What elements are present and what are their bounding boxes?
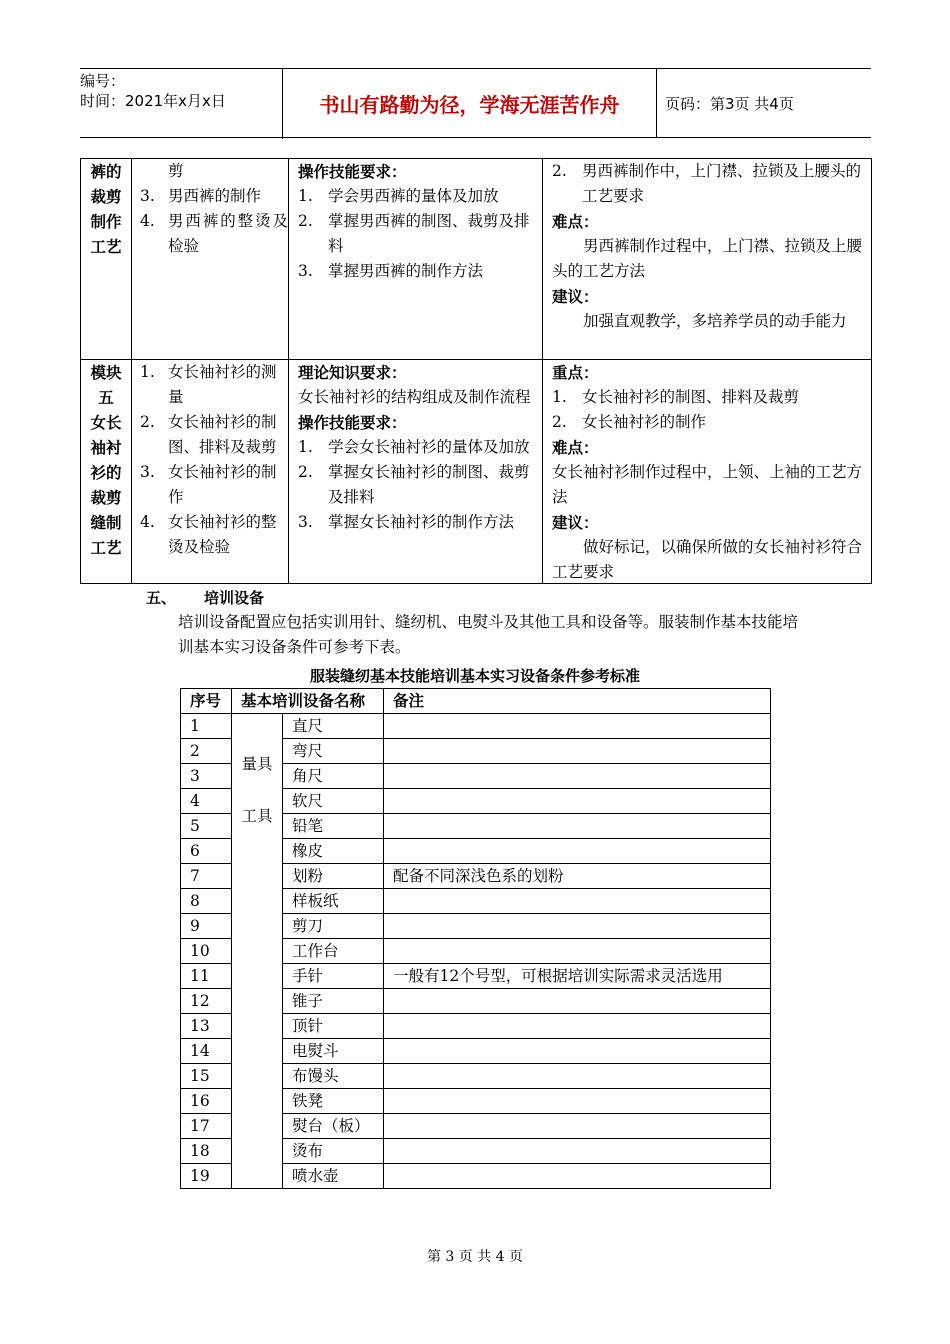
equipment-name: 橡皮: [283, 839, 384, 864]
advice-label: 建议：: [552, 513, 599, 532]
module-name: [81, 360, 131, 560]
equipment-note: 配备不同深浅色系的划粉: [384, 864, 771, 889]
section-number: 五、: [146, 589, 177, 607]
requirement-heading: 操作技能要求：: [298, 162, 407, 181]
equipment-note: [384, 789, 771, 814]
equipment-name: 手针: [283, 964, 384, 989]
equipment-note: [384, 1164, 771, 1189]
module-name-line: 女长: [90, 413, 122, 432]
list-item: 3. 掌握女长袖衬衫的制作方法: [298, 513, 515, 531]
section-heading: [146, 586, 264, 610]
list-item: 1. 学会女长袖衬衫的量体及加放: [298, 438, 530, 456]
equipment-note: [384, 764, 771, 789]
row-number: 17: [181, 1114, 232, 1139]
module-name-line: 袖衬: [90, 438, 122, 457]
equipment-name: 布馒头: [283, 1064, 384, 1089]
row-number: 4: [181, 789, 232, 814]
page-label: 页码：第3页 共4页: [665, 94, 794, 113]
table-header-row: [181, 689, 771, 714]
equipment-note: [384, 814, 771, 839]
column-header: 序号: [181, 689, 232, 714]
row-number: 6: [181, 839, 232, 864]
module-name-line: 衫的: [90, 463, 122, 482]
equipment-name: 铅笔: [283, 814, 384, 839]
equipment-name: 直尺: [283, 714, 384, 739]
difficulty-text: 女长袖衬衫制作过程中，上领、上袖的工艺方法: [552, 463, 863, 506]
row-number: 3: [181, 764, 232, 789]
equipment-note: [384, 914, 771, 939]
equipment-name: 划粉: [283, 864, 384, 889]
equipment-name: 熨台（板）: [283, 1114, 384, 1139]
row-number: 12: [181, 989, 232, 1014]
equipment-note: [384, 739, 771, 764]
module-name: [81, 159, 131, 259]
equipment-note: [384, 989, 771, 1014]
equipment-name: 弯尺: [283, 739, 384, 764]
curriculum-table: [80, 158, 872, 584]
column-header: 基本培训设备名称: [232, 689, 384, 714]
table-caption: 服装缝纫基本技能培训基本实习设备条件参考标准: [309, 667, 640, 685]
list-item: 2. 掌握女长袖衬衫的制图、裁剪及排料: [298, 463, 530, 506]
row-number: 7: [181, 864, 232, 889]
equipment-name: 剪刀: [283, 914, 384, 939]
equipment-note: [384, 1064, 771, 1089]
module-name-line: 裁剪: [90, 488, 122, 507]
row-number: 18: [181, 1139, 232, 1164]
row-number: 16: [181, 1089, 232, 1114]
equipment-note: 一般有12个号型，可根据培训实际需求灵活选用: [384, 964, 771, 989]
section-paragraph: [146, 610, 811, 660]
table-row: [181, 714, 771, 739]
equipment-name: 喷水壶: [283, 1164, 384, 1189]
equipment-note: [384, 1014, 771, 1039]
header-meta: [80, 69, 283, 139]
skill-label: 操作技能要求：: [298, 413, 407, 432]
category-cell: [232, 714, 283, 1189]
list-item: 剪: [168, 162, 184, 180]
row-number: 11: [181, 964, 232, 989]
list-item: 4. 男西裤的整烫及检验: [140, 212, 288, 255]
list-item: 2. 男西裤制作中，上门襟、拉锁及上腰头的工艺要求: [552, 162, 862, 205]
row-number: 15: [181, 1064, 232, 1089]
category-label: 工具: [241, 807, 273, 825]
list-item: 3. 掌握男西裤的制作方法: [298, 262, 484, 280]
equipment-note: [384, 939, 771, 964]
list-item: 1. 女长袖衬衫的制图、排料及裁剪: [552, 388, 800, 406]
list-item: 1. 学会男西裤的量体及加放: [298, 187, 499, 205]
row-number: 1: [181, 714, 232, 739]
advice-text: 加强直观教学，多培养学员的动手能力: [583, 312, 847, 330]
module-name-line: 制作: [90, 212, 122, 231]
list-item: 3. 男西裤的制作: [140, 187, 262, 205]
paragraph-text: 培训设备配置应包括实训用针、缝纫机、电熨斗及其他工具和设备等。服装制作基本技能培训基本实习设备条件可参考下表。: [178, 613, 799, 656]
module-key-points: [543, 360, 871, 585]
module-name-line: 裤的: [90, 162, 122, 181]
list-item: 1. 女长袖衬衫的测量: [140, 363, 277, 406]
equipment-note: [384, 1114, 771, 1139]
module-name-line: 模块: [90, 363, 122, 382]
row-number: 8: [181, 889, 232, 914]
difficulty-label: 难点：: [552, 212, 599, 231]
page-header: [80, 68, 871, 138]
list-item: 2. 女长袖衬衫的制图、排料及裁剪: [140, 413, 277, 456]
module-contents: [132, 159, 288, 259]
list-item: 3. 女长袖衬衫的制作: [140, 463, 277, 506]
equipment-name: 工作台: [283, 939, 384, 964]
advice-label: 建议：: [552, 287, 599, 306]
number-label: 编号：: [80, 72, 126, 90]
equipment-name: 电熨斗: [283, 1039, 384, 1064]
module-requirements: [289, 159, 542, 284]
page-footer: 第 3 页 共 4 页: [426, 1249, 524, 1265]
equipment-name: 顶针: [283, 1014, 384, 1039]
difficulty-label: 难点：: [552, 438, 599, 457]
equipment-note: [384, 714, 771, 739]
equipment-name: 烫布: [283, 1139, 384, 1164]
list-item: 4. 女长袖衬衫的整烫及检验: [140, 513, 277, 556]
category-label: 量具: [241, 755, 273, 773]
equipment-note: [384, 1089, 771, 1114]
difficulty-text: 男西裤制作过程中，上门襟、拉锁及上腰头的工艺方法: [552, 237, 863, 280]
module-key-points: [543, 159, 871, 334]
row-number: 19: [181, 1164, 232, 1189]
list-item: 2. 女长袖衬衫的制作: [552, 413, 707, 431]
key-label: 重点：: [552, 363, 599, 382]
equipment-name: 角尺: [283, 764, 384, 789]
row-number: 2: [181, 739, 232, 764]
row-number: 13: [181, 1014, 232, 1039]
module-requirements: [289, 360, 542, 535]
equipment-table: [180, 688, 771, 1189]
equipment-note: [384, 1139, 771, 1164]
equipment-name: 锥子: [283, 989, 384, 1014]
list-item: 2. 掌握男西裤的制图、裁剪及排料: [298, 212, 530, 255]
row-number: 14: [181, 1039, 232, 1064]
module-name-line: 缝制: [90, 513, 122, 532]
column-header: 备注: [384, 689, 771, 714]
equipment-note: [384, 1039, 771, 1064]
theory-label: 理论知识要求：: [298, 363, 407, 382]
date-label: 时间：2021年x月x日: [80, 92, 226, 110]
advice-text: 做好标记，以确保所做的女长袖衬衫符合工艺要求: [552, 538, 863, 581]
module-name-line: 裁剪: [90, 187, 122, 206]
row-number: 5: [181, 814, 232, 839]
table-row: [81, 360, 871, 583]
section-title: 培训设备: [204, 589, 265, 607]
row-number: 10: [181, 939, 232, 964]
row-number: 9: [181, 914, 232, 939]
equipment-name: 软尺: [283, 789, 384, 814]
module-name-line: 工艺: [90, 538, 122, 557]
table-row: [81, 159, 871, 360]
equipment-name: 样板纸: [283, 889, 384, 914]
module-contents: [132, 360, 288, 560]
theory-text: 女长袖衬衫的结构组成及制作流程: [298, 388, 531, 406]
module-name-line: 工艺: [90, 237, 122, 256]
motto: 书山有路勤为径，学海无涯苦作舟: [283, 69, 657, 137]
equipment-note: [384, 889, 771, 914]
equipment-name: 铁凳: [283, 1089, 384, 1114]
equipment-note: [384, 839, 771, 864]
module-name-line: 五: [98, 388, 114, 407]
